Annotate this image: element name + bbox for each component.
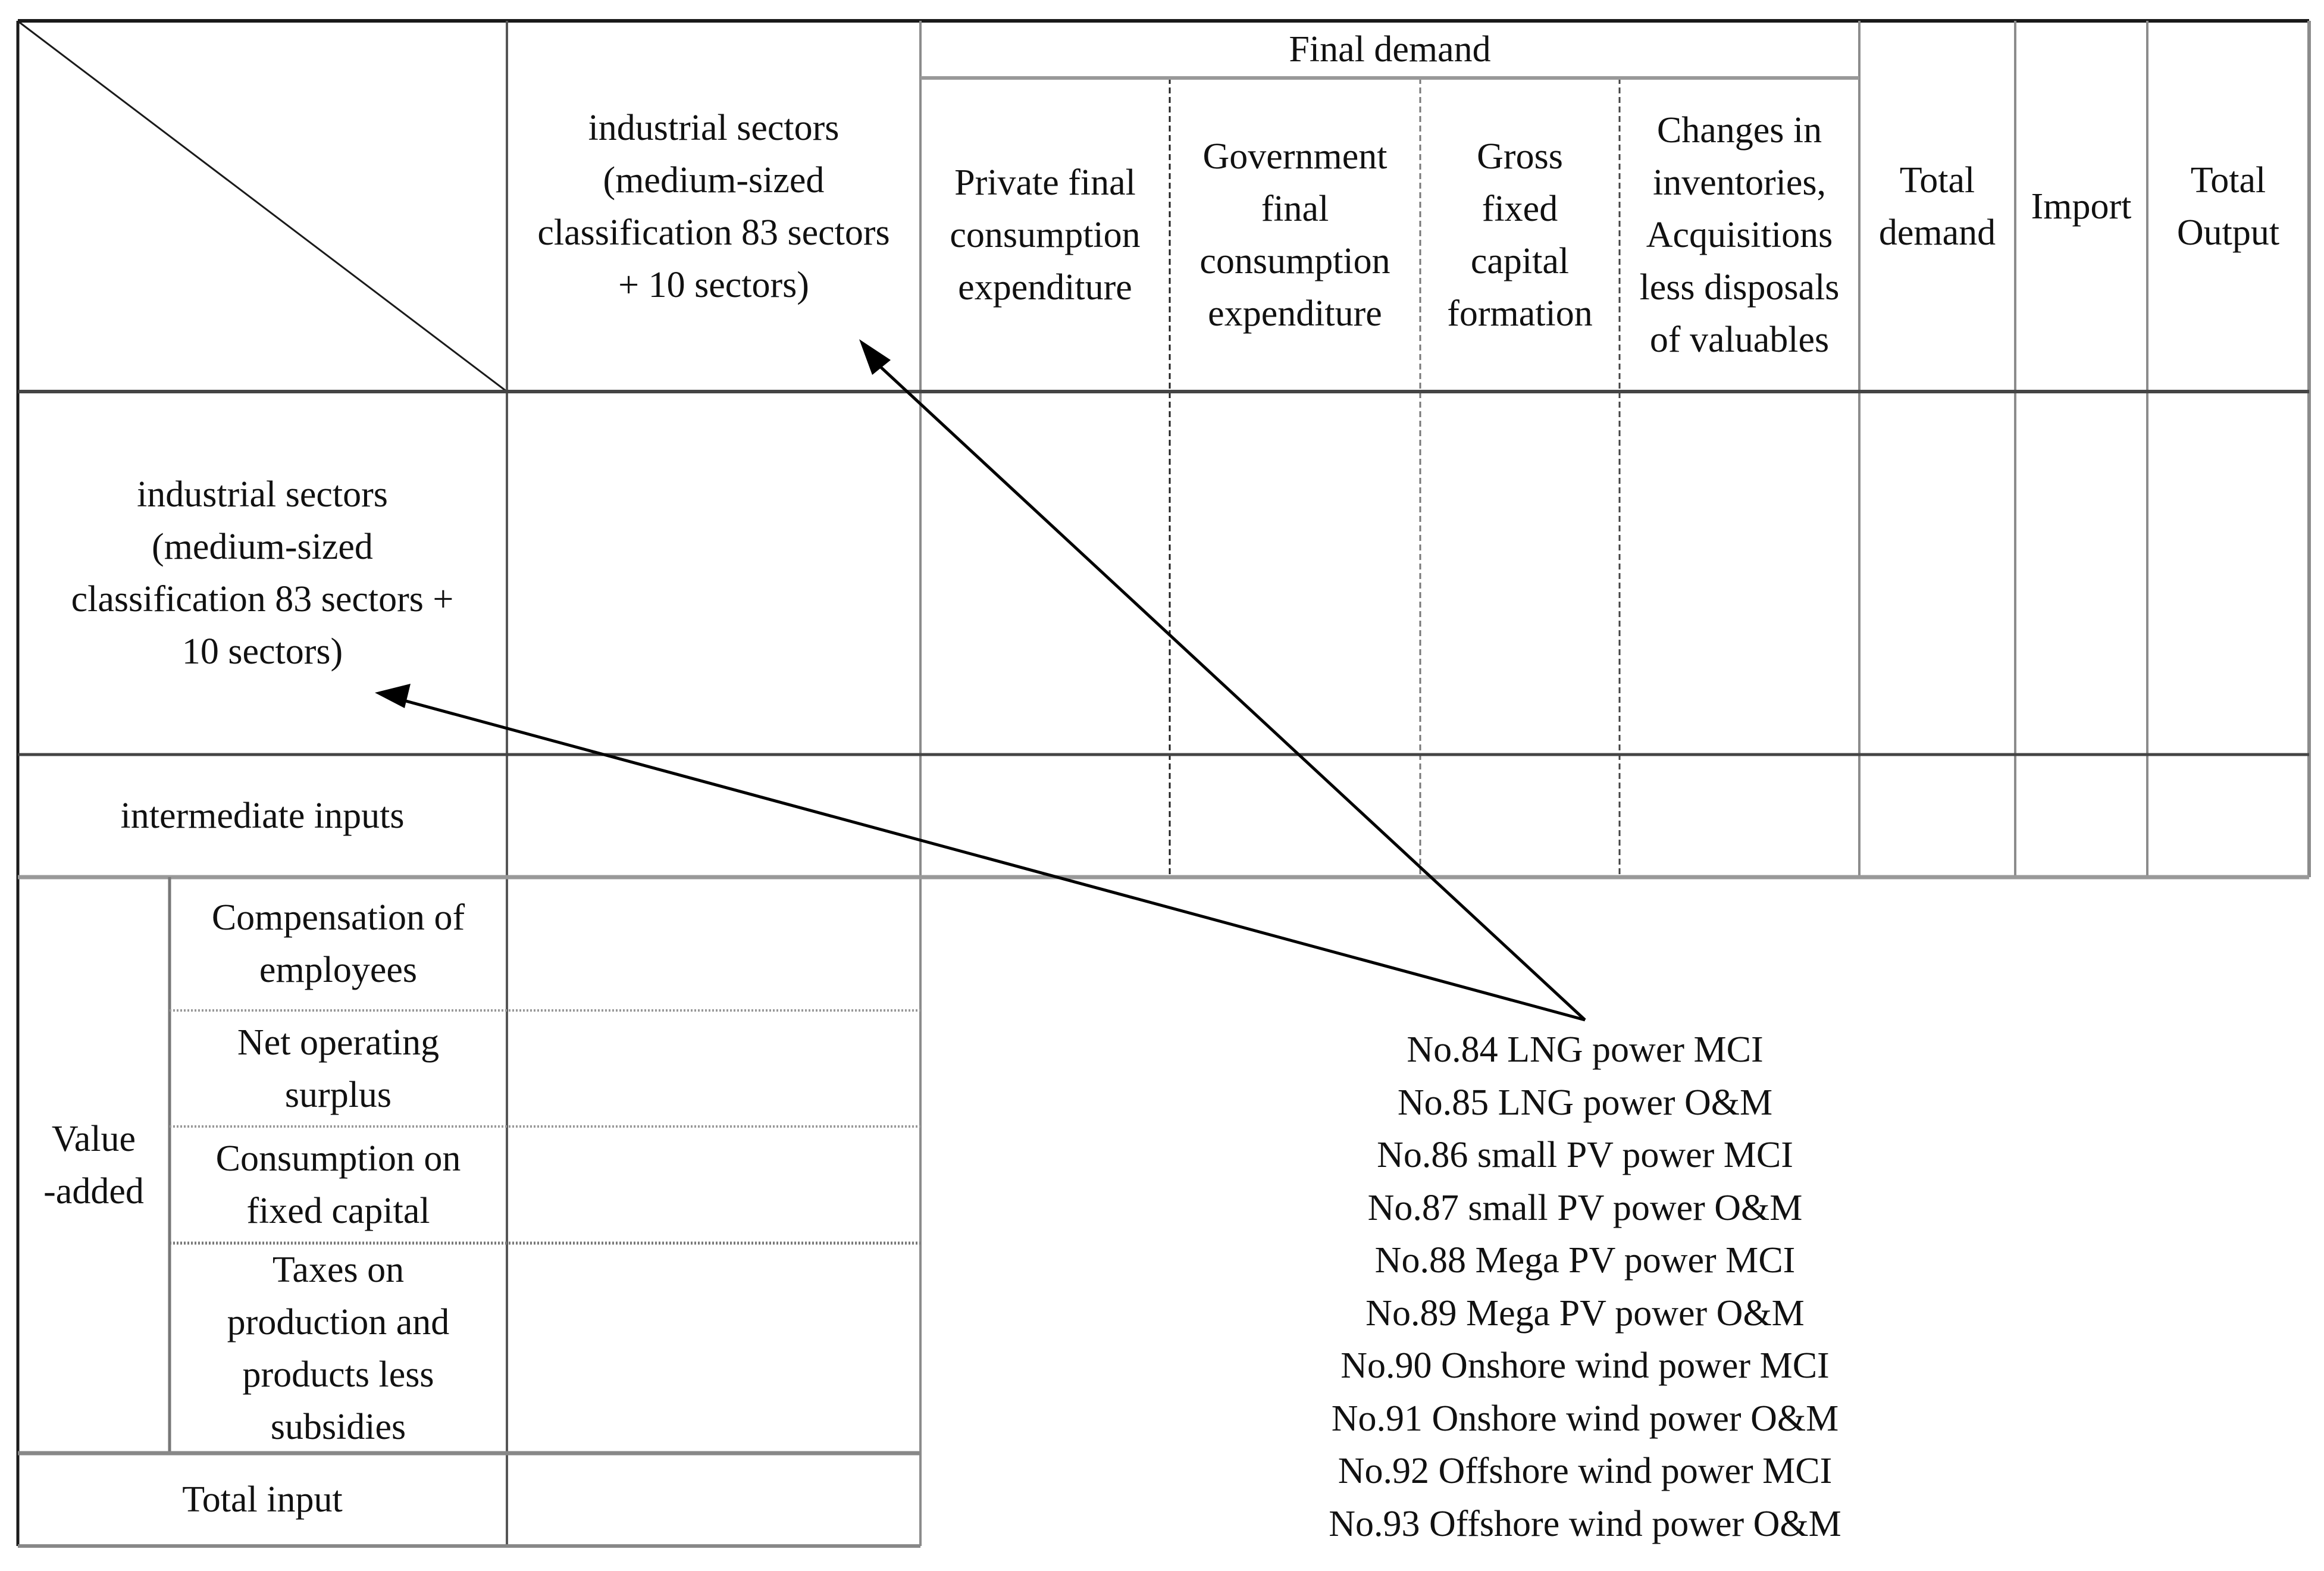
column-header-private-consumption: Private final consumption expenditure <box>950 162 1141 308</box>
list-item: No.84 LNG power MCI <box>1407 1029 1764 1070</box>
list-item: No.85 LNG power O&M <box>1397 1082 1773 1123</box>
list-item: No.93 Offshore wind power O&M <box>1329 1503 1841 1544</box>
new-sectors-list <box>1228 1024 1942 1550</box>
list-item: No.89 Mega PV power O&M <box>1365 1293 1805 1334</box>
list-item: No.88 Mega PV power MCI <box>1374 1240 1796 1281</box>
value-added-taxes: Taxes on production and products less subsidies <box>227 1249 450 1447</box>
list-item: No.86 small PV power MCI <box>1377 1135 1793 1175</box>
column-header-import: Import <box>2031 186 2132 227</box>
value-added-consumption-fixed-capital: Consumption on fixed capital <box>215 1138 461 1231</box>
column-header-changes-in-inventories: Changes in inventories, Acquisitions less disposals of valuables <box>1639 109 1840 360</box>
column-header-total-output: Total Output <box>2176 159 2280 253</box>
arrow-to-column-header <box>859 339 1585 1020</box>
column-header-gross-fixed-capital: Gross fixed capital formation <box>1447 136 1593 334</box>
row-header-total-input: Total input <box>182 1479 343 1520</box>
list-item: No.87 small PV power O&M <box>1367 1187 1803 1228</box>
list-item: No.91 Onshore wind power O&M <box>1331 1398 1839 1439</box>
row-header-industrial-sectors: industrial sectors (medium-sized classification 83 sectors + 10 sectors) <box>71 474 454 672</box>
column-header-government-consumption: Government final consumption expenditure <box>1199 136 1390 334</box>
column-header-industrial-sectors: industrial sectors (medium-sized classification 83 sectors + 10 sectors) <box>537 107 890 305</box>
row-header-intermediate-inputs: intermediate inputs <box>120 796 405 836</box>
value-added-compensation: Compensation of employees <box>211 897 465 990</box>
list-item: No.90 Onshore wind power MCI <box>1340 1345 1830 1386</box>
final-demand-header: Final demand <box>1289 29 1491 70</box>
value-added-net-operating-surplus: Net operating surplus <box>237 1022 440 1115</box>
column-header-total-demand: Total demand <box>1878 159 1996 253</box>
list-item: No.92 Offshore wind power MCI <box>1338 1451 1833 1491</box>
row-header-value-added: Value -added <box>43 1119 144 1212</box>
